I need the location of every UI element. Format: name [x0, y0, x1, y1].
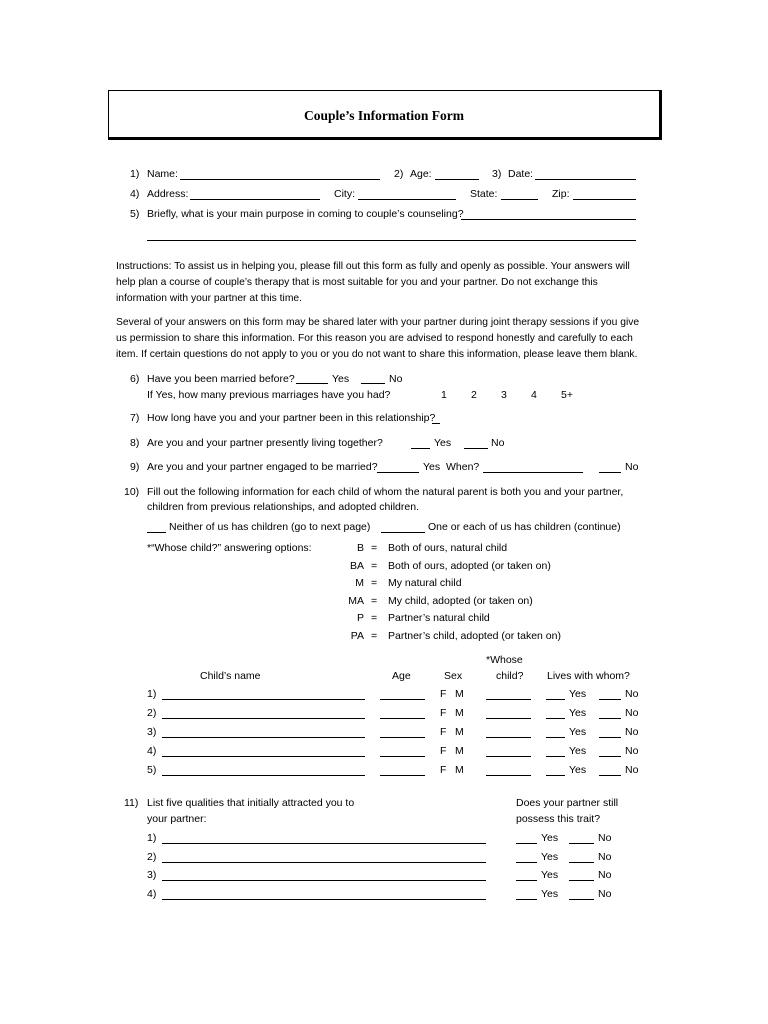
address-field[interactable] [190, 199, 320, 200]
child-row-number: 5) [147, 764, 157, 776]
lives-yes-field[interactable] [546, 737, 565, 738]
whose-child-field[interactable] [486, 775, 531, 776]
married-before-label: Have you been married before? [147, 373, 295, 385]
q11-number: 11) [124, 797, 139, 809]
still-possess-yes-field[interactable] [516, 899, 537, 900]
q10-number: 10) [124, 486, 140, 498]
still-possess-yes-field[interactable] [516, 862, 537, 863]
married-no-field[interactable] [361, 383, 385, 384]
no-children-label: Neither of us has children (go to next page) [169, 521, 371, 533]
whose-child-options-label: *“Whose child?” answering options: [147, 542, 312, 554]
marriages-option-5plus[interactable]: 5+ [561, 389, 573, 401]
sex-option-f[interactable]: F [440, 726, 447, 738]
sex-header: Sex [444, 670, 463, 682]
children-instructions-line2: children from previous relationships, and adopted children. [147, 501, 419, 513]
previous-marriages-label: If Yes, how many previous marriages have you had? [147, 389, 391, 401]
date-field[interactable] [535, 179, 636, 180]
relationship-length-label: How long have you and your partner been in this relationship? [147, 412, 436, 424]
child-row-number: 2) [147, 707, 157, 719]
quality-field[interactable] [162, 843, 486, 844]
lives-no-label: No [625, 764, 639, 776]
q5-number: 5) [130, 208, 140, 220]
engaged-label: Are you and your partner engaged to be married? [147, 461, 378, 473]
still-possess-yes-field[interactable] [516, 880, 537, 881]
qualities-label-line1: List five qualities that initially attracted you to [147, 797, 355, 809]
child-row-number: 1) [147, 688, 157, 700]
lives-yes-label: Yes [569, 707, 587, 719]
still-possess-no-field[interactable] [569, 880, 594, 881]
option-description: Partner’s child, adopted (or taken on) [388, 630, 561, 642]
engaged-yes-field[interactable] [377, 472, 419, 473]
sex-option-m[interactable]: M [455, 726, 464, 738]
state-field[interactable] [501, 199, 538, 200]
qualities-label-line2: your partner: [147, 813, 207, 825]
living-no-field[interactable] [464, 448, 488, 449]
lives-no-field[interactable] [599, 737, 621, 738]
still-possess-no-field[interactable] [569, 899, 594, 900]
marriages-option-2[interactable]: 2 [471, 389, 477, 401]
has-children-field[interactable] [381, 532, 425, 533]
child-row-number: 3) [147, 726, 157, 738]
zip-label: Zip: [552, 188, 570, 200]
whose-child-field[interactable] [486, 718, 531, 719]
engaged-no-field[interactable] [599, 472, 621, 473]
child-name-field[interactable] [162, 775, 365, 776]
whose-child-field[interactable] [486, 737, 531, 738]
option-code: BA [349, 559, 364, 572]
quality-row-number: 3) [147, 869, 157, 882]
option-equals: = [371, 559, 378, 572]
sex-option-m[interactable]: M [455, 707, 464, 719]
sex-option-f[interactable]: F [440, 764, 447, 776]
married-no-label: No [389, 373, 403, 385]
option-description: Both of ours, adopted (or taken on) [388, 559, 551, 572]
lives-yes-field[interactable] [546, 718, 565, 719]
whose-header-2: child? [496, 670, 524, 682]
children-instructions-line1: Fill out the following information for each child of whom the natural parent is both you and your partner, [147, 486, 624, 498]
child-age-field[interactable] [380, 756, 425, 757]
still-possess-yes-field[interactable] [516, 843, 537, 844]
option-equals: = [371, 630, 378, 642]
married-yes-field[interactable] [296, 383, 328, 384]
living-yes-field[interactable] [411, 448, 430, 449]
q8-number: 8) [130, 437, 140, 449]
child-age-field[interactable] [380, 699, 425, 700]
option-code: MA [348, 594, 364, 607]
form-title: Couple’s Information Form [304, 108, 464, 123]
sex-option-m[interactable]: M [455, 745, 464, 757]
option-equals: = [371, 612, 378, 625]
still-possess-label-line2: possess this trait? [516, 813, 601, 825]
living-together-label: Are you and your partner presently living together? [147, 437, 383, 449]
still-possess-no-field[interactable] [569, 843, 594, 844]
child-name-field[interactable] [162, 737, 365, 738]
child-name-field[interactable] [162, 756, 365, 757]
q1-number: 1) [130, 168, 140, 180]
no-children-field[interactable] [147, 532, 166, 533]
lives-yes-label: Yes [569, 688, 587, 700]
lives-no-field[interactable] [599, 699, 621, 700]
option-equals: = [371, 577, 378, 590]
child-name-field[interactable] [162, 699, 365, 700]
still-possess-no-label: No [598, 888, 612, 901]
sex-option-f[interactable]: F [440, 707, 447, 719]
quality-row-number: 2) [147, 850, 157, 863]
child-name-header: Child’s name [200, 670, 261, 682]
lives-no-field[interactable] [599, 718, 621, 719]
lives-no-label: No [625, 726, 639, 738]
quality-field[interactable] [162, 899, 486, 900]
marriages-option-1[interactable]: 1 [441, 389, 447, 401]
living-yes-label: Yes [434, 437, 452, 449]
married-yes-label: Yes [332, 373, 350, 385]
lives-yes-field[interactable] [546, 756, 565, 757]
lives-no-label: No [625, 688, 639, 700]
child-age-field[interactable] [380, 718, 425, 719]
q2-number: 2) [394, 168, 404, 180]
city-label: City: [334, 188, 355, 200]
q4-number: 4) [130, 188, 140, 200]
option-description: My natural child [388, 577, 462, 590]
child-row-number: 4) [147, 745, 157, 757]
quality-row-number: 1) [147, 832, 157, 844]
instructions-paragraph-2: Several of your answers on this form may be shared later with your partner during joint therapy sessions if you give us permission to share this information. For this reason you are advised to respond honestly and carefully to each item. If certain questions do not apply to you or you do not want to share this information, please leave them blank. [116, 317, 640, 360]
child-age-field[interactable] [380, 775, 425, 776]
option-equals: = [371, 542, 378, 554]
name-field[interactable] [180, 179, 380, 180]
still-possess-no-label: No [598, 832, 612, 844]
lives-yes-label: Yes [569, 764, 587, 776]
city-field[interactable] [358, 199, 456, 200]
whose-header-1: *Whose [486, 654, 523, 666]
relationship-length-field[interactable] [432, 423, 440, 424]
age-label: Age: [410, 168, 432, 180]
lives-yes-label: Yes [569, 745, 587, 757]
lives-yes-field[interactable] [546, 699, 565, 700]
option-code: PA [350, 630, 364, 642]
sex-option-f[interactable]: F [440, 745, 447, 757]
still-possess-yes-label: Yes [541, 869, 559, 882]
q9-number: 9) [130, 461, 140, 473]
option-equals: = [371, 594, 378, 607]
option-description: Partner’s natural child [388, 612, 490, 625]
option-code: B [356, 542, 364, 554]
living-no-label: No [491, 437, 505, 449]
title-box [108, 90, 662, 140]
q7-number: 7) [130, 412, 140, 424]
still-possess-label-line1: Does your partner still [516, 797, 619, 809]
address-label: Address: [147, 188, 189, 200]
engaged-when-field[interactable] [483, 472, 583, 473]
lives-no-field[interactable] [599, 756, 621, 757]
sex-option-f[interactable]: F [440, 688, 447, 700]
purpose-field[interactable] [461, 219, 636, 220]
child-age-field[interactable] [380, 737, 425, 738]
marriages-option-4[interactable]: 4 [531, 389, 537, 401]
child-name-field[interactable] [162, 718, 365, 719]
still-possess-no-field[interactable] [569, 862, 594, 863]
engaged-no-label: No [625, 461, 639, 473]
purpose-field-line2[interactable] [147, 240, 636, 241]
quality-field[interactable] [162, 880, 486, 881]
engaged-yes-label: Yes [423, 461, 441, 473]
lives-no-field[interactable] [599, 775, 621, 776]
option-code: M [355, 577, 364, 590]
sex-option-m[interactable]: M [455, 688, 464, 700]
quality-row-number: 4) [147, 888, 157, 901]
sex-option-m[interactable]: M [455, 764, 464, 776]
still-possess-yes-label: Yes [541, 888, 559, 901]
zip-field[interactable] [573, 199, 636, 200]
date-label: Date: [508, 168, 534, 180]
option-code: P [356, 612, 364, 625]
state-label: State: [470, 188, 498, 200]
lives-yes-field[interactable] [546, 775, 565, 776]
still-possess-yes-label: Yes [541, 850, 559, 863]
still-possess-yes-label: Yes [541, 832, 559, 844]
purpose-label: Briefly, what is your main purpose in coming to couple’s counseling? [147, 208, 464, 220]
age-field[interactable] [435, 179, 479, 180]
lives-yes-label: Yes [569, 726, 587, 738]
option-description: My child, adopted (or taken on) [388, 594, 533, 607]
instructions-paragraph: Instructions: To assist us in helping you, please fill out this form as fully and openly as possible. Your answers will help plan a course of couple’s therapy that is most suitable for you and your partner. Do not exchange this information with your partner at this time. [116, 261, 630, 304]
engaged-when-label: When? [446, 461, 480, 473]
quality-field[interactable] [162, 862, 486, 863]
marriages-option-3[interactable]: 3 [501, 389, 507, 401]
q3-number: 3) [492, 168, 502, 180]
q6-number: 6) [130, 373, 140, 385]
has-children-label: One or each of us has children (continue) [428, 521, 621, 533]
still-possess-no-label: No [598, 850, 612, 863]
whose-child-field[interactable] [486, 699, 531, 700]
option-description: Both of ours, natural child [388, 542, 508, 554]
still-possess-no-label: No [598, 869, 612, 882]
age-header: Age [392, 670, 411, 682]
lives-with-header: Lives with whom? [547, 670, 630, 682]
lives-no-label: No [625, 745, 639, 757]
lives-no-label: No [625, 707, 639, 719]
whose-child-field[interactable] [486, 756, 531, 757]
name-label: Name: [147, 168, 178, 180]
